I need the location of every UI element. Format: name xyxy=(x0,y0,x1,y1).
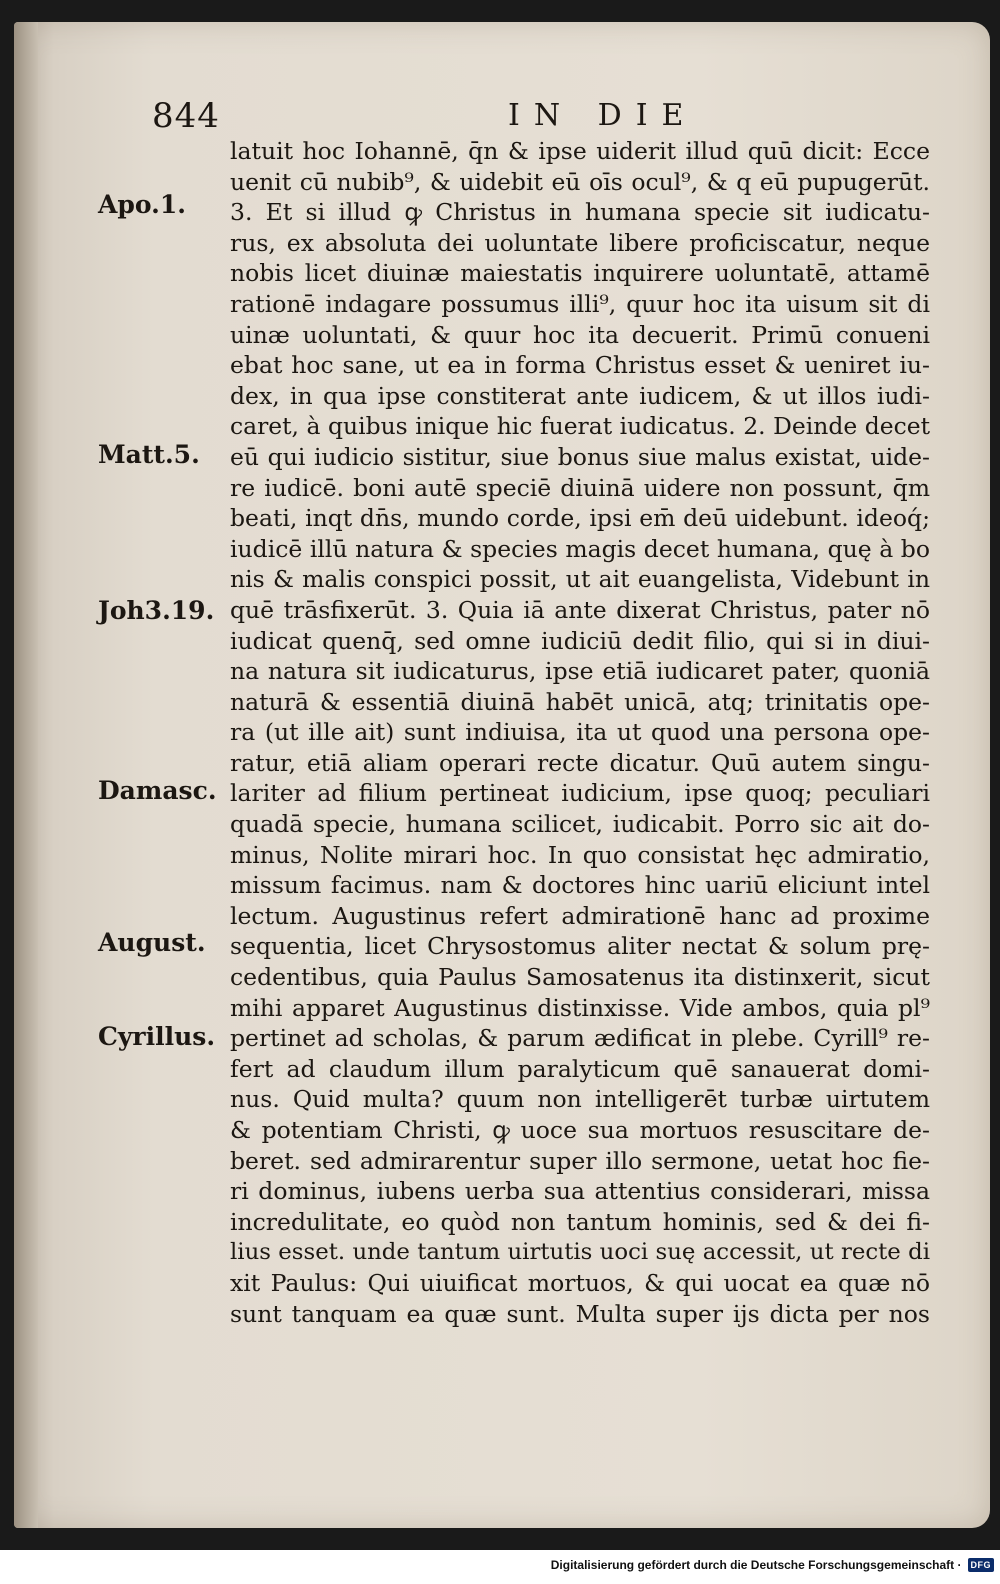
text-line: missum facimus. nam & doctores hinc uariū eliciunt intel xyxy=(230,871,930,900)
text-line: quē trāsfixerūt. 3. Quia iā ante dixerat Christus, pater nō xyxy=(230,595,930,624)
running-head: IN DIE xyxy=(508,98,698,133)
text-line: beret. sed admirarentur super illo sermone, uetat hoc fie- xyxy=(230,1146,930,1175)
text-line: sunt tanquam ea quæ sunt. Multa super ijs dicta per nos xyxy=(230,1299,930,1328)
margin-note: Damasc. xyxy=(98,776,217,805)
text-line: 3. Et si illud ꝙ Christus in humana specie sit iudicatu- xyxy=(230,198,930,227)
text-line: & potentiam Christi, ꝙ uoce sua mortuos resuscitare de- xyxy=(230,1116,930,1144)
text-line: fert ad claudum illum paralyticum quē sanauerat domi- xyxy=(230,1054,930,1083)
margin-note: August. xyxy=(98,928,206,957)
margin-notes xyxy=(98,0,228,1500)
text-line: ebat hoc sane, ut ea in forma Christus esset & ueniret iu- xyxy=(230,351,930,380)
text-line: xit Paulus: Qui uiuificat mortuos, & qui uocat ea quæ nō xyxy=(230,1268,930,1297)
credit-text: Digitalisierung gefördert durch die Deutsche Forschungsgemeinschaft · xyxy=(550,1558,962,1572)
text-line: eū qui iudicio sistitur, siue bonus siue malus existat, uide- xyxy=(230,442,930,471)
margin-note: Matt.5. xyxy=(98,440,200,469)
text-line: re iudicē. boni autē speciē diuinā uidere non possunt, q̄m xyxy=(230,473,930,502)
text-line: nus. Quid multa? quum non intelligerēt turbæ uirtutem xyxy=(230,1085,930,1114)
text-line: latuit hoc Iohannē, q̄n & ipse uiderit illud quū dicit: Ecce xyxy=(230,137,930,165)
text-line: beati, inqt dn̄s, mundo corde, ipsi em̄ deū uidebunt. ideoq́; xyxy=(230,504,930,533)
text-line: iudicat quenq̄, sed omne iudiciū dedit filio, qui si in diui- xyxy=(230,626,930,655)
text-line: quadā specie, humana scilicet, iudicabit. Porro sic ait do- xyxy=(230,810,930,839)
text-line: rus, ex absoluta dei uoluntate libere proficiscatur, neque xyxy=(230,228,930,257)
text-line: ratur, etiā aliam operari recte dicatur. Quū autem singu- xyxy=(230,748,930,777)
text-line: dex, in qua ipse constiterat ante iudicem, & ut illos iudi- xyxy=(230,381,930,410)
text-line: nobis licet diuinæ maiestatis inquirere uoluntatē, attamē xyxy=(230,259,930,288)
margin-note: Cyrillus. xyxy=(98,1022,216,1051)
page-gutter xyxy=(14,22,38,1528)
text-line: mihi apparet Augustinus distinxisse. Vide ambos, quia pl⁹ xyxy=(230,993,930,1022)
digitization-credit xyxy=(551,1552,994,1578)
text-line: incredulitate, eo quòd non tantum hominis, sed & dei fi- xyxy=(230,1207,930,1236)
body-text xyxy=(230,136,930,1329)
text-line: uinæ uoluntati, & quur hoc ita decuerit. Primū conueni xyxy=(230,320,930,349)
text-line: ri dominus, iubens uerba sua attentius considerari, missa xyxy=(230,1177,930,1206)
text-line: naturā & essentiā diuinā habēt unicā, atq; trinitatis ope- xyxy=(230,687,930,716)
text-line: ra (ut ille ait) sunt indiuisa, ita ut quod una persona ope- xyxy=(230,718,930,747)
margin-note: Apo.1. xyxy=(98,190,186,219)
text-line: sequentia, licet Chrysostomus aliter nectat & solum prę- xyxy=(230,932,930,961)
page-number: 844 xyxy=(152,96,220,136)
text-line: lectum. Augustinus refert admirationē hanc ad proxime xyxy=(230,901,930,930)
text-line: lius esset. unde tantum uirtutis uoci suę accessit, ut recte di xyxy=(230,1239,930,1266)
text-line: na natura sit iudicaturus, ipse etiā iudicaret pater, quoniā xyxy=(230,657,930,686)
text-line: rationē indagare possumus illi⁹, quur hoc ita uisum sit di xyxy=(230,289,930,318)
text-line: cedentibus, quia Paulus Samosatenus ita distinxerit, sicut xyxy=(230,963,930,992)
margin-note: Joh3.19. xyxy=(98,596,215,625)
dfg-logo: DFG xyxy=(968,1558,995,1572)
text-line: iudicē illū natura & species magis decet humana, quę à bo xyxy=(230,534,930,563)
text-line: caret, à quibus inique hic fuerat iudicatus. 2. Deinde decet xyxy=(230,412,930,441)
text-line: minus, Nolite mirari hoc. In quo consistat hęc admiratio, xyxy=(230,840,930,869)
text-line: lariter ad filium pertineat iudicium, ipse quoq; peculiari xyxy=(230,779,930,808)
text-line: nis & malis conspici possit, ut ait euangelista, Videbunt in xyxy=(230,565,930,594)
text-line: pertinet ad scholas, & parum ædificat in plebe. Cyrill⁹ re- xyxy=(230,1024,930,1053)
text-line: uenit cū nubib⁹, & uidebit eū oīs ocul⁹, & q eū pupugerūt. xyxy=(230,167,930,196)
